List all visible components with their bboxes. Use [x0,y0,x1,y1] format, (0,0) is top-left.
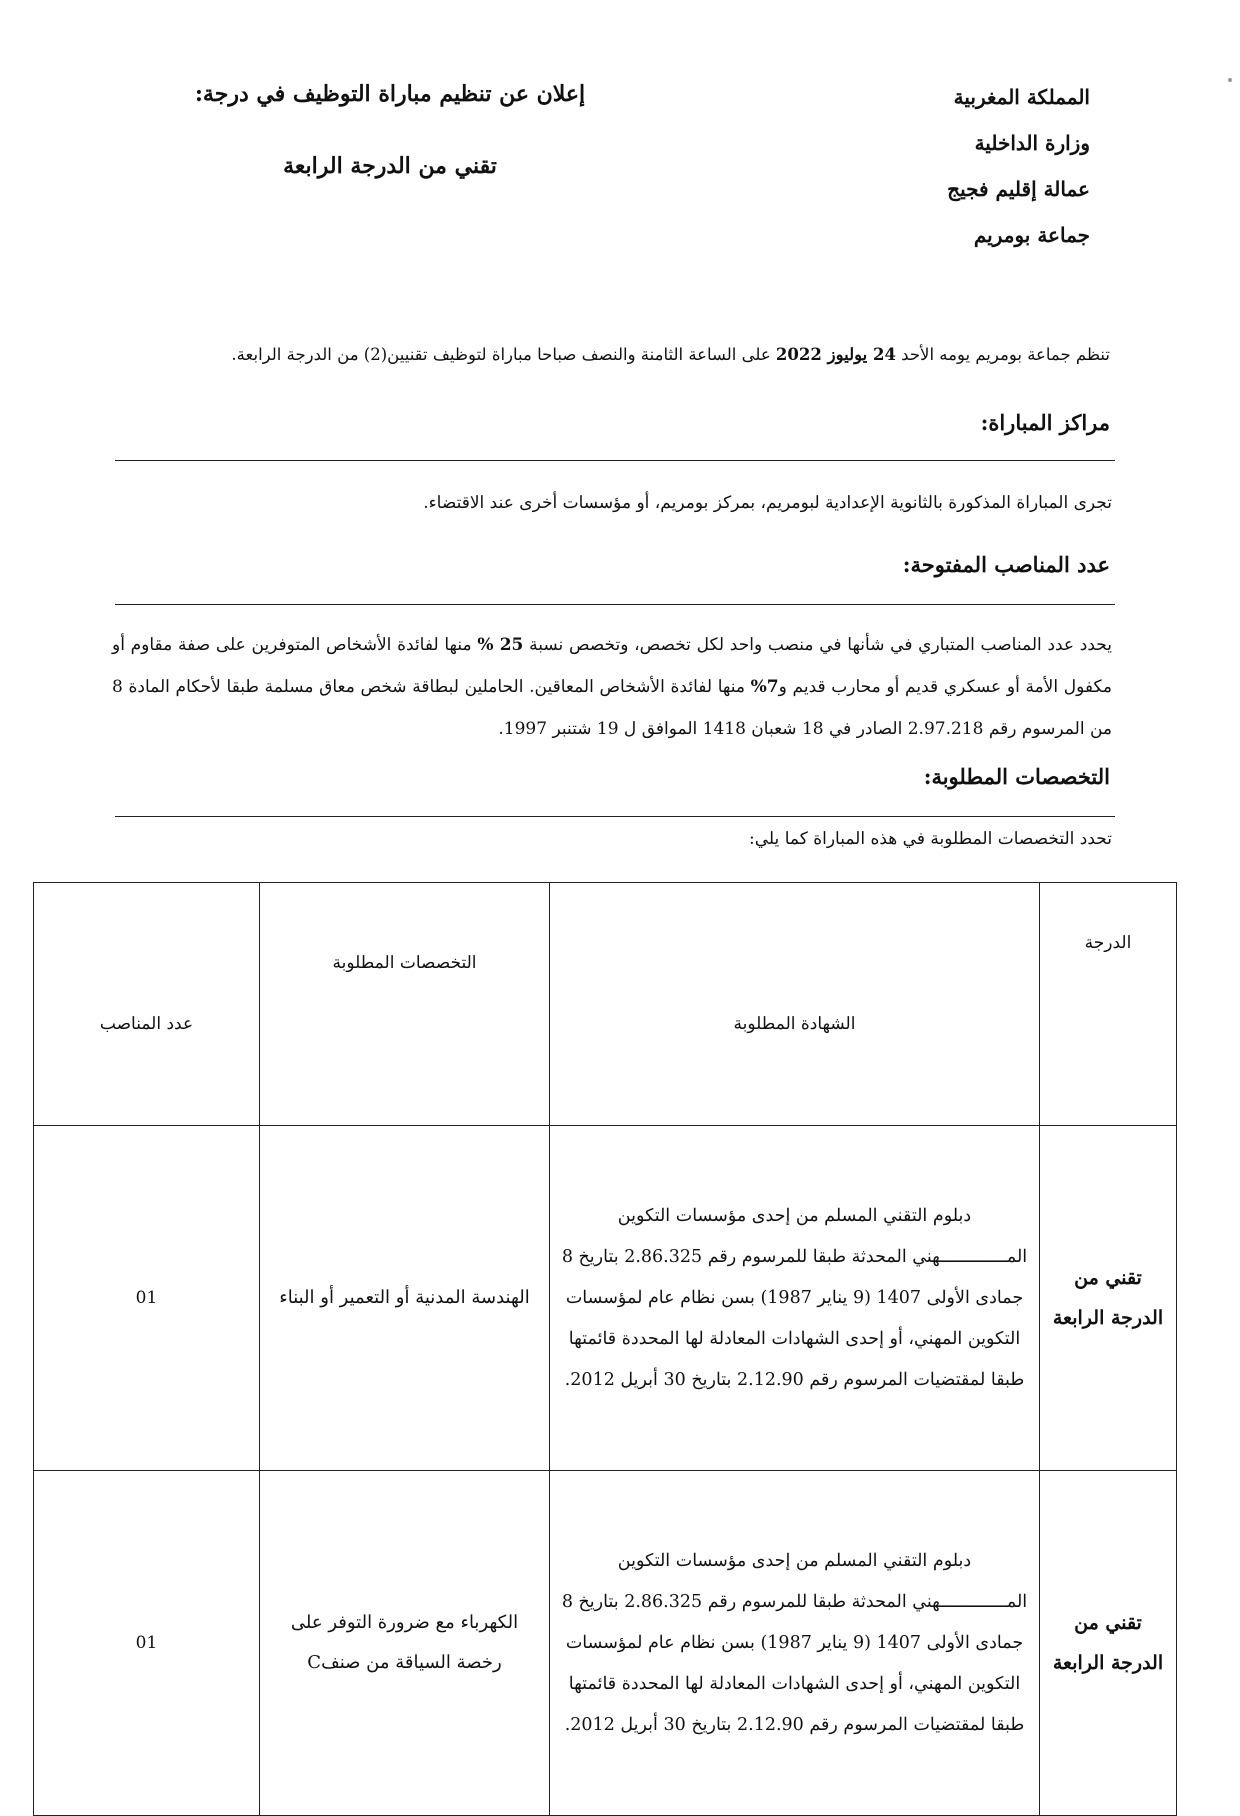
table-header-row [34,883,1177,1126]
row-1-count: 01 [34,1126,260,1471]
intro-text-1: تنظم جماعة بومريم يومه الأحد [895,345,1110,364]
centers-heading: مراكز المباراة: [980,410,1110,435]
centers-divider [115,460,1115,461]
row-2-certificate: دبلوم التقني المسلم من إحدى مؤسسات التكوين المـــــــــــــهني المحدثة طبقا للمرسوم رقم 2.86.325 بتاريخ 8 جمادى الأولى 1407 (9 يناير 1987) بسن نظام عام لمؤسسات التكوين المهني، أو إحدى الشهادات المعادلة لها المحددة قائمتها طبقا لمقتضيات المرسوم رقم 2.12.90 بتاريخ 30 أبريل 2012. [550,1471,1040,1816]
ministry-line: وزارة الداخلية [974,131,1090,155]
announcement-title [180,74,600,186]
row-2-specialty: الكهرباء مع ضرورة التوفر على رخصة السياقة من صنفC [260,1471,550,1816]
row-1-specialty: الهندسة المدنية أو التعمير أو البناء [260,1126,550,1471]
row-1-certificate: دبلوم التقني المسلم من إحدى مؤسسات التكوين المـــــــــــــهني المحدثة طبقا للمرسوم رقم 2.86.325 بتاريخ 8 جمادى الأولى 1407 (9 يناير 1987) بسن نظام عام لمؤسسات التكوين المهني، أو إحدى الشهادات المعادلة لها المحددة قائمتها طبقا لمقتضيات المرسوم رقم 2.12.90 بتاريخ 30 أبريل 2012. [550,1126,1040,1471]
row-1-grade: تقني من الدرجة الرابعة [1040,1126,1177,1471]
scan-speck [1228,78,1232,82]
title-line-1: إعلان عن تنظيم مباراة التوظيف في درجة: [194,81,586,107]
intro-year: 2022 [775,345,822,364]
posts-percent-1: 25 % [477,635,524,655]
title-line-2: تقني من الدرجة الرابعة [283,153,497,179]
posts-heading: عدد المناصب المفتوحة: [902,552,1110,577]
intro-paragraph [120,340,1110,370]
requirements-table [33,882,1177,1816]
header-certificate: الشهادة المطلوبة [550,883,1040,1126]
row-2-count: 01 [34,1471,260,1816]
posts-divider [115,604,1115,605]
posts-percent-2: 7% [750,677,779,697]
posts-paragraph [112,624,1112,750]
kingdom-line: المملكة المغربية [953,85,1090,109]
table-row [34,1126,1177,1471]
header-specialty: التخصصات المطلوبة [260,883,550,1126]
specialties-divider [115,816,1115,817]
intro-text-2: على الساعة الثامنة والنصف صباحا مباراة لتوظيف تقنيين(2) من الدرجة الرابعة. [231,345,776,364]
posts-text-a: يحدد عدد المناصب المتباري في شأنها في منصب واحد لكل تخصص، وتخصص نسبة [523,635,1112,655]
posts-text-b: منها لفائدة الأشخاص المتوفرين على صفة مقاوم أو مكفول الأمة أو عسكري قديم أو محارب قديم و [112,635,1113,697]
intro-month: يوليوز [821,345,873,364]
posts-text-c: منها لفائدة الأشخاص المعاقين. الحاملين لبطاقة شخص معاق مسلمة طبقا لأحكام المادة 8 من المرسوم رقم 2.97.218 الصادر في 18 شعبان 1418 الموافق ل 19 شتنبر 1997. [112,677,1112,739]
administration-header [830,74,1090,258]
table-row [34,1471,1177,1816]
header-count: عدد المناصب [34,883,260,1126]
province-line: عمالة إقليم فجيج [947,177,1090,201]
specialties-intro: تحدد التخصصات المطلوبة في هذه المباراة كما يلي: [749,829,1112,849]
centers-paragraph: تجرى المباراة المذكورة بالثانوية الإعدادية لبومريم، بمركز بومريم، أو مؤسسات أخرى عند الاقتضاء. [423,493,1112,513]
row-2-grade: تقني من الدرجة الرابعة [1040,1471,1177,1816]
intro-day: 24 [872,345,896,364]
commune-line: جماعة بومريم [973,223,1090,247]
specialties-heading: التخصصات المطلوبة: [923,764,1110,789]
header-grade: الدرجة [1040,883,1177,1126]
